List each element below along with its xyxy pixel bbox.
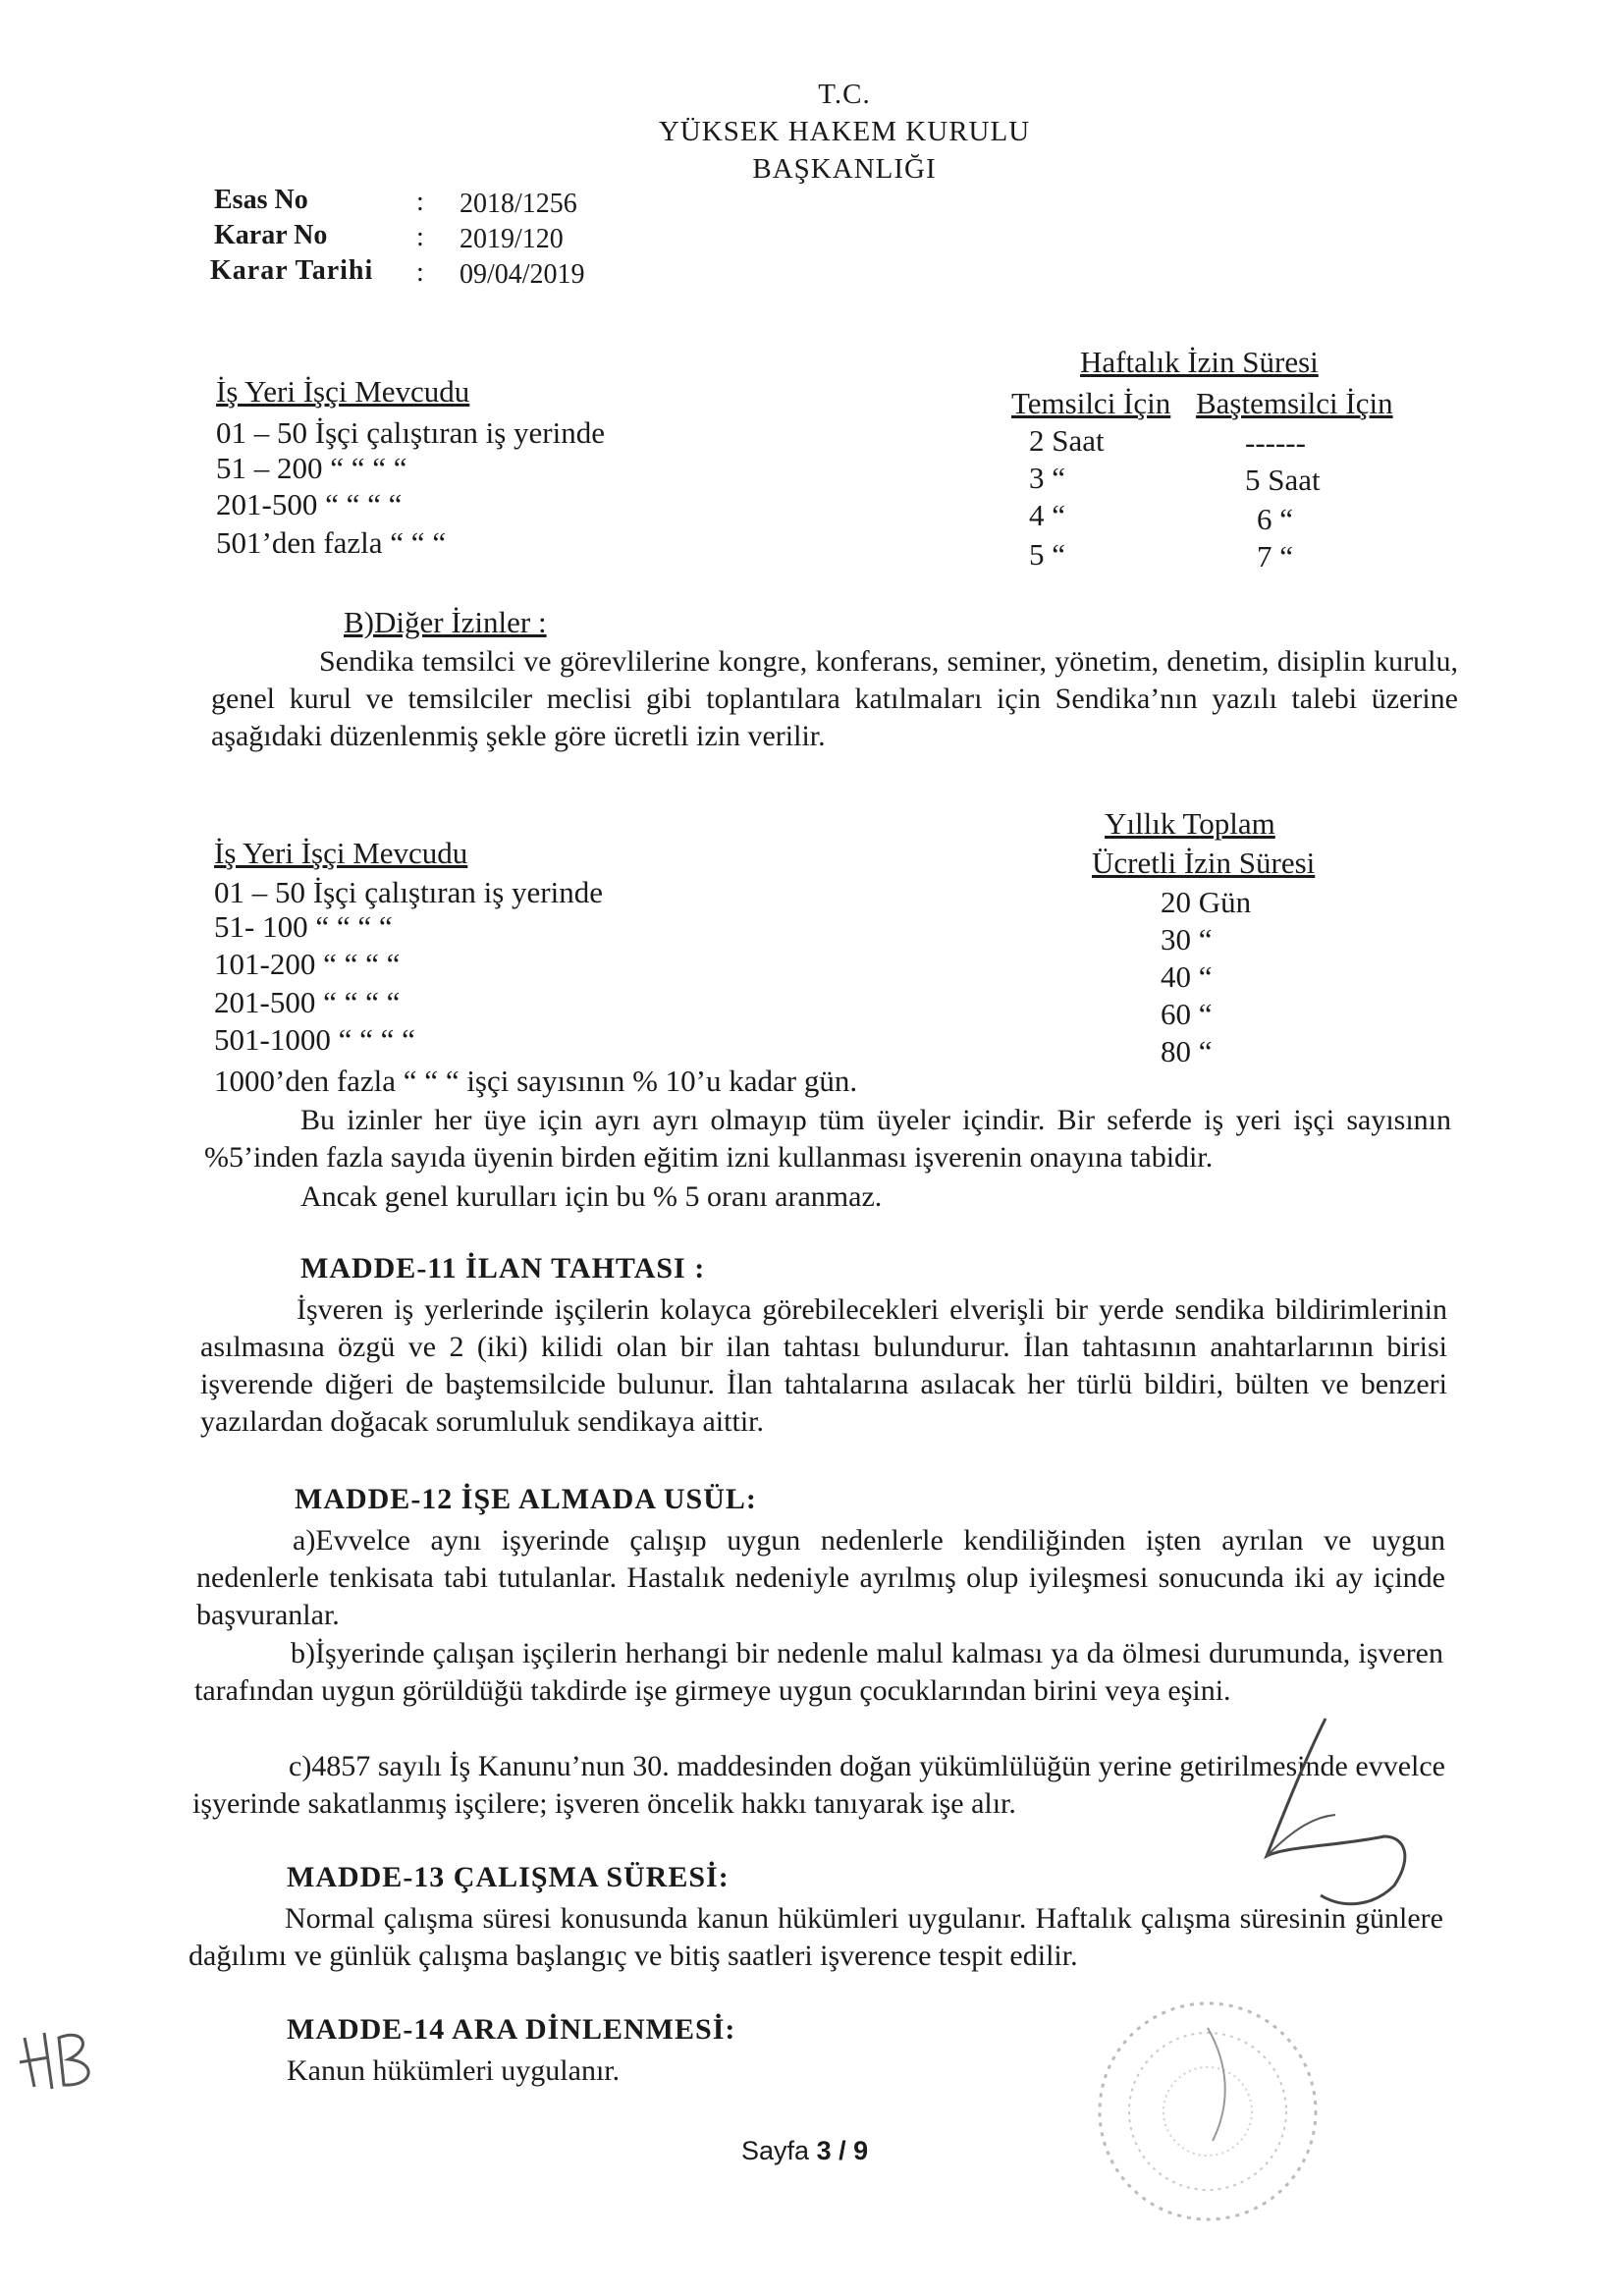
margin-initials (15, 2018, 103, 2111)
footer-prefix: Sayfa (741, 2136, 810, 2165)
meta-esas-label: Esas No (214, 185, 308, 215)
table2-row-label: 501-1000 “ “ “ “ (214, 1022, 415, 1057)
meta-karar-sep: : (416, 222, 424, 252)
table2-row-value: 30 “ (1161, 922, 1213, 957)
table1-row-bastemsilci: ------ (1245, 425, 1306, 460)
table1-row-label: 201-500 “ “ “ “ (216, 487, 403, 521)
footer-sep: / (839, 2136, 846, 2165)
table2-last-row: 1000’den fazla “ “ “ işçi sayısının % 10’u kadar gün. (214, 1064, 858, 1098)
meta-karar-value: 2019/120 (460, 224, 564, 254)
meta-karar (214, 220, 327, 251)
table1-row-label: 501’den fazla “ “ “ (216, 525, 447, 560)
section-b-text-body: Sendika temsilci ve görevlilerine kongre, konferans, seminer, yönetim, denetim, disiplin kurulu, genel kurul ve temsilciler meclisi gibi toplantılara katılmaları için Sendika’nın yazılı talebi üzerine aşağıdaki düzenlenmiş şekle göre ücretli izin verilir. (211, 645, 1458, 752)
notes-p2: Ancak genel kurulları için bu % 5 oranı aranmaz. (300, 1180, 883, 1213)
table1-row-temsilci: 4 “ (1029, 498, 1066, 532)
table1-row-temsilci: 2 Saat (1029, 423, 1105, 458)
section-b-heading (344, 604, 547, 641)
table1-left-header: İş Yeri İşçi Mevcudu (216, 374, 470, 409)
table2-row-value: 60 “ (1161, 997, 1213, 1031)
madde12-c-text: c)4857 sayılı İş Kanunu’nun 30. maddesinden doğan yükümlülüğün yerine getirilmesinde evvelce işyerinde sakatlanmış işçilere; işveren öncelik hakkı tanıyarak işe alır. (192, 1750, 1445, 1820)
header-institution: YÜKSEK HAKEM KURULU (658, 116, 1031, 147)
signature-scribble (1227, 1699, 1424, 1944)
table1-row-bastemsilci: 7 “ (1257, 539, 1294, 574)
table2-row-label: 51- 100 “ “ “ “ (214, 909, 393, 944)
table2-row-value: 80 “ (1161, 1034, 1213, 1068)
official-seal (1090, 1994, 1325, 2229)
section-b-text (211, 643, 1458, 755)
notes-p1-text: Bu izinler her üye için ayrı ayrı olmayıp tüm üyeler içindir. Bir seferde iş yeri işçi sayısının %5’inden fazla sayıda üyenin birden eğitim izni kullanması işverenin onayına tabidir. (204, 1104, 1451, 1174)
table1-row-temsilci: 5 “ (1029, 537, 1066, 572)
madde13-heading: MADDE-13 ÇALIŞMA SÜRESİ: (287, 1861, 730, 1893)
table2-right-header-2: Ücretli İzin Süresi (1092, 846, 1316, 880)
table1-row-label: 01 – 50 İşçi çalıştıran iş yerinde (216, 415, 606, 450)
table1-row-bastemsilci: 5 Saat (1245, 463, 1321, 497)
table2-row-label: 201-500 “ “ “ “ (214, 985, 401, 1019)
meta-esas (214, 185, 308, 216)
table2-right-header-1: Yıllık Toplam (1105, 806, 1275, 841)
table2-row-value: 20 Gün (1161, 885, 1252, 919)
meta-tarih (210, 255, 373, 287)
madde12-a-text: a)Evvelce aynı işyerinde çalışıp uygun nedenlerle kendiliğinden işten ayrılan ve uygun nedenlerle tenkisata tabi tutulanlar. Hastalık nedeniyle ayrılmış olup iyileşmesi sonucunda iki ay içinde başvuranlar. (196, 1524, 1445, 1631)
section-b-heading-text: B)Diğer İzinler : (344, 605, 547, 639)
margin-initials-scribble (15, 2018, 103, 2106)
madde12-a (196, 1522, 1445, 1634)
table1-row-label: 51 – 200 “ “ “ “ (216, 451, 407, 485)
footer-page: 3 (816, 2136, 832, 2165)
table2-row-label: 01 – 50 İşçi çalıştıran iş yerinde (214, 875, 604, 909)
notes-p1 (204, 1102, 1451, 1176)
madde12-b-text: b)İşyerinde çalışan işçilerin herhangi bir nedenle malul kalması ya da ölmesi durumunda, işveren tarafından uygun görüldüğü takdirde işe girmeye uygun çocuklarından birini veya eşini. (194, 1637, 1443, 1707)
table2-left-header: İş Yeri İşçi Mevcudu (214, 836, 468, 870)
madde14-text: Kanun hükümleri uygulanır. (287, 2054, 621, 2087)
table1-sub-temsilci: Temsilci İçin (1011, 386, 1171, 420)
table2-row-label: 101-200 “ “ “ “ (214, 947, 401, 981)
table1-row-temsilci: 3 “ (1029, 461, 1066, 495)
table1-right-header: Haftalık İzin Süresi (1080, 345, 1319, 379)
footer-total: 9 (853, 2136, 869, 2165)
header-presidency: BAŞKANLIĞI (752, 153, 937, 185)
meta-tarih-label: Karar Tarihi (210, 255, 374, 286)
madde12-heading: MADDE-12 İŞE ALMADA USÜL: (295, 1483, 757, 1515)
table1-sub-bastemsilci: Baştemsilci İçin (1196, 386, 1393, 420)
meta-esas-sep: : (416, 187, 424, 217)
table2-row-value: 40 “ (1161, 959, 1213, 994)
table1-row-bastemsilci: 6 “ (1257, 502, 1294, 536)
meta-tarih-sep: : (416, 257, 424, 288)
madde14-heading: MADDE-14 ARA DİNLENMESİ: (287, 2013, 736, 2046)
meta-karar-label: Karar No (214, 220, 328, 250)
header-tc: T.C. (818, 79, 871, 110)
madde11-text-body: İşveren iş yerlerinde işçilerin kolayca görebilecekleri elverişli bir yerde sendika bildirimlerinin asılmasına özgü ve 2 (iki) kilidi olan bir ilan tahtası bulundurur. İlan tahtasının anahtarlarının birisi işverende diğeri de baştemsilcide bulunur. İlan tahtalarına asılacak her türlü bildiri, bülten ve benzeri yazılardan doğacak sorumluluk sendikaya aittir. (200, 1293, 1447, 1438)
page-footer (741, 2136, 868, 2166)
madde11-text (200, 1291, 1447, 1441)
madde13-text-body: Normal çalışma süresi konusunda kanun hükümleri uygulanır. Haftalık çalışma süresinin günlere dağılımı ve günlük çalışma başlangıç ve bitiş saatleri işverence tespit edilir. (189, 1902, 1443, 1972)
madde11-heading: MADDE-11 İLAN TAHTASI : (300, 1252, 706, 1285)
meta-esas-value: 2018/1256 (460, 189, 577, 219)
meta-tarih-value: 09/04/2019 (460, 259, 585, 290)
